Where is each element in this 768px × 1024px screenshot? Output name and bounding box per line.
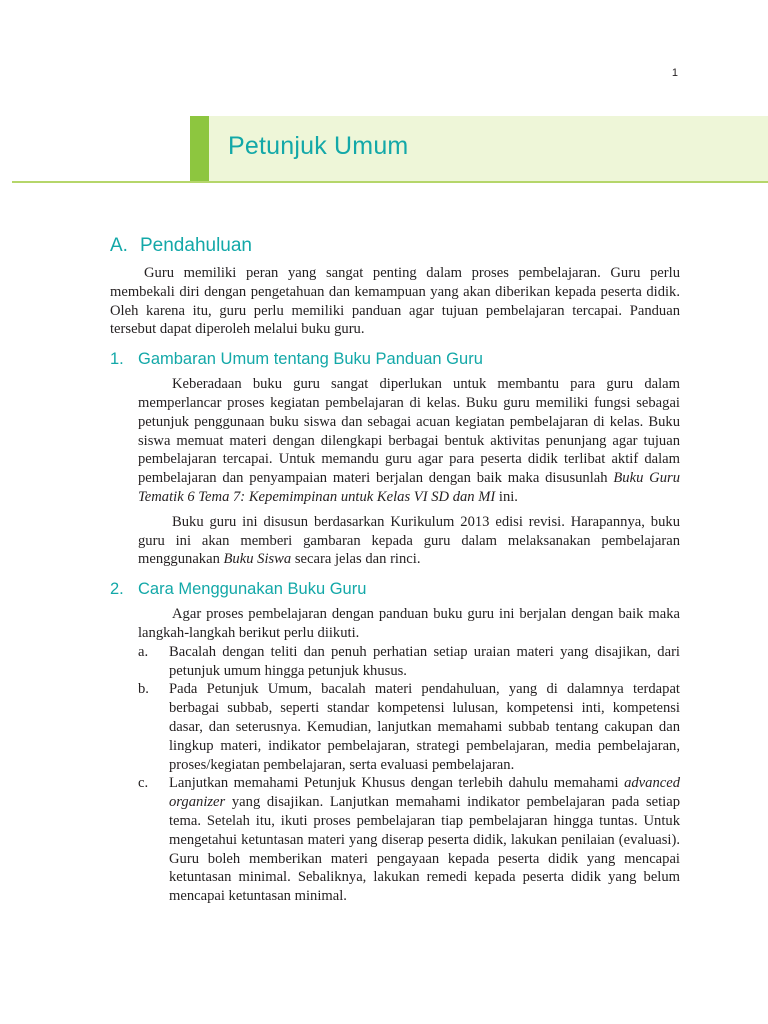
sub1-body bbox=[110, 375, 680, 569]
section-a-number: A. bbox=[110, 235, 128, 256]
sub1-paragraph-1 bbox=[138, 375, 680, 507]
chapter-header-accent-bar bbox=[190, 116, 209, 182]
sub1-p1-text: Keberadaan buku guru sangat diperlukan untuk membantu para guru dalam memperlancar proses kegiatan pembelajaran di kelas. Buku guru memiliki fungsi sebagai petunjuk penggunaan buku siswa dan sebagai acuan kegiatan pembelajaran di kelas. Buku siswa memuat materi dengan dilengkapi berbagai bentuk aktivitas penunjang agar tujuan pembelajaran tercapai. Untuk memandu guru agar para peserta didik terlibat aktif dalam pembelajaran dan penyampaian materi berjalan dengan baik maka disusunlah bbox=[138, 376, 680, 487]
sub1-p2-end: secara jelas dan rinci. bbox=[291, 551, 421, 568]
section-a-title: Pendahuluan bbox=[140, 235, 252, 256]
list-item-letter: c. bbox=[138, 775, 149, 792]
page-number: 1 bbox=[671, 67, 678, 79]
page-content bbox=[110, 234, 680, 906]
list-item-italic-term: advanced organizer bbox=[169, 775, 680, 811]
section-a-heading bbox=[110, 234, 680, 258]
sub2-number: 2. bbox=[110, 580, 124, 599]
sub1-title: Gambaran Umum tentang Buku Panduan Guru bbox=[138, 350, 483, 369]
sub1-p1-end: ini. bbox=[495, 488, 518, 505]
sub1-heading bbox=[110, 349, 680, 369]
sub2-heading bbox=[110, 579, 680, 599]
list-item-letter: a. bbox=[138, 643, 149, 660]
list-item-text: Pada Petunjuk Umum, bacalah materi pendahuluan, yang di dalamnya terdapat berbagai subbab, seperti standar kompetensi lulusan, kompetensi inti, kompetensi dasar, dan seterusnya. Kemudian, lanjutkan memahami subbab tentang cakupan dan lingkup materi, indikator pembelajaran, strategi pembelajaran, media pembelajaran, proses/kegiatan pembelajaran, serta evaluasi pembelajaran. bbox=[169, 681, 680, 773]
list-item-letter: b. bbox=[138, 681, 149, 698]
sub1-p2-book-title: Buku Siswa bbox=[223, 551, 292, 568]
list-item-text-start: Lanjutkan memahami Petunjuk Khusus dengan terlebih dahulu memahami bbox=[169, 775, 625, 792]
sub1-number: 1. bbox=[110, 350, 124, 369]
chapter-header-rule bbox=[12, 181, 768, 183]
list-item-text bbox=[169, 774, 680, 906]
list-item-text: Bacalah dengan teliti dan penuh perhatian setiap uraian materi yang disajikan, dari petunjuk umum hingga petunjuk khusus. bbox=[169, 643, 680, 679]
sub2-title: Cara Menggunakan Buku Guru bbox=[138, 580, 367, 599]
steps-list bbox=[138, 643, 680, 906]
sub1-paragraph-2 bbox=[138, 513, 680, 569]
sub2-body bbox=[110, 605, 680, 906]
chapter-title: Petunjuk Umum bbox=[228, 132, 409, 160]
section-a-paragraph: Guru memiliki peran yang sangat penting dalam proses pembelajaran. Guru perlu membekali diri dengan pengetahuan dan kemampuan yang akan diberikan kepada peserta didik. Oleh karena itu, guru perlu memiliki panduan agar tujuan pembelajaran tercapai. Panduan tersebut dapat diperoleh melalui buku guru. bbox=[110, 265, 680, 338]
sub1-p1-book-title: Buku Guru Tematik 6 Tema 7: Kepemimpinan untuk Kelas VI SD dan MI bbox=[138, 470, 680, 505]
list-item bbox=[138, 680, 680, 774]
list-item-text-end: yang disajikan. Lanjutkan memahami indikator pembelajaran pada setiap tema. Setelah itu, ikuti proses pembelajaran tiap pembelajaran hingga tuntas. Untuk mengetahui ketuntasan materi yang diserap peserta didik, lakukan penilaian (evaluasi). Guru boleh memberikan materi pengayaan kepada peserta didik yang mencapai ketuntasan minimal. Sebaliknya, lakukan remedi kepada peserta didik yang belum mencapai ketuntasan minimal. bbox=[169, 794, 680, 905]
list-item bbox=[138, 774, 680, 906]
sub1-p2-text: Buku guru ini disusun berdasarkan Kurikulum 2013 edisi revisi. Harapannya, buku guru ini akan memberi gambaran kepada guru dalam melaksanakan pembelajaran menggunakan bbox=[138, 513, 680, 568]
list-item bbox=[138, 643, 680, 681]
sub2-intro: Agar proses pembelajaran dengan panduan buku guru ini berjalan dengan baik maka langkah-langkah berikut perlu diikuti. bbox=[138, 606, 680, 641]
